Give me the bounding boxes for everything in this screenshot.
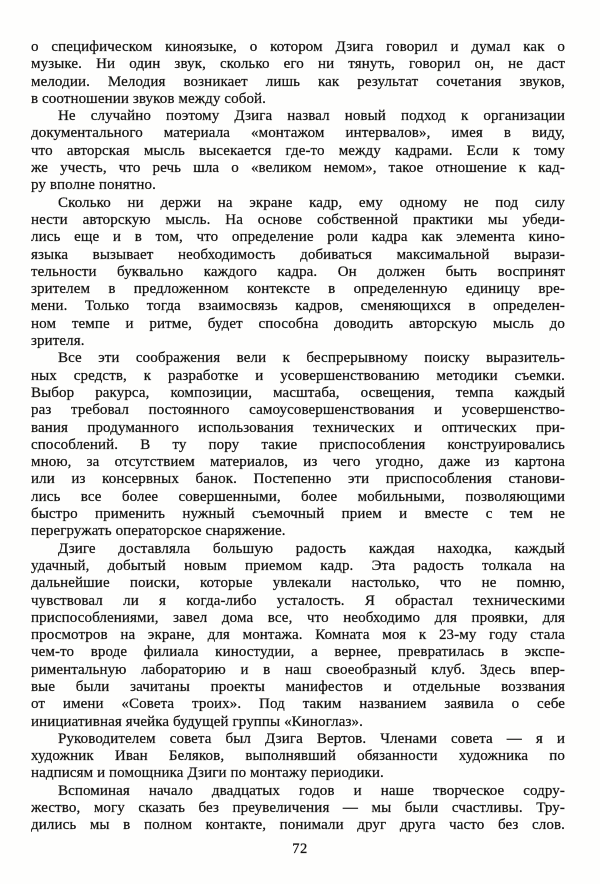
text-line: или из консервных банок. Постепенно эти приспособления станови- bbox=[31, 471, 565, 488]
text-line: Дзиге доставляла большую радость каждая находка, каждый bbox=[58, 540, 565, 557]
text-line: в соотношении звуков между собой. bbox=[31, 90, 267, 107]
text-line: Не случайно поэтому Дзига назвал новый подход к организации bbox=[58, 108, 565, 125]
text-line: раз требовал постоянного самоусовершенствования и усовершенство- bbox=[31, 402, 565, 419]
text-line: языка вызывает необходимость добиваться максимальной вырази- bbox=[31, 246, 565, 263]
text-line: чем-то вроде филиала киностудии, а вернее, превратилась в экспе- bbox=[31, 644, 565, 661]
text-line: чувствовал ли я когда-либо усталость. Я обрастал техническими bbox=[31, 592, 565, 609]
text-line: просмотров на экране, для монтажа. Комната моя к 23-му году стала bbox=[31, 627, 565, 644]
text-line: зрителя. bbox=[31, 333, 85, 350]
text-line: ном темпе и ритме, будет способна доводить авторскую мысль до bbox=[31, 315, 565, 332]
text-line: Вспоминая начало двадцатых годов и наше творческое содру- bbox=[58, 782, 565, 799]
text-line: надписям и помощника Дзиги по монтажу периодики. bbox=[31, 765, 384, 782]
text-line: Выбор ракурса, композиции, масштаба, освещения, темпа каждый bbox=[31, 384, 565, 401]
text-line: ру вполне понятно. bbox=[31, 177, 156, 194]
text-line: вые были зачитаны проекты манифестов и отдельные воззвания bbox=[31, 678, 565, 695]
text-line: риментальную лабораторию и в наш своеобразный клуб. Здесь впер- bbox=[31, 661, 565, 678]
text-line: способлений. В ту пору такие приспособления конструировались bbox=[31, 436, 565, 453]
text-line: Сколько ни держи на экране кадр, ему одному не под силу bbox=[58, 194, 565, 211]
text-line: лись еще и в том, что определение роли кадра как элемента кино- bbox=[31, 229, 565, 246]
text-line: быстро применить нужный съемочный прием и вместе с тем не bbox=[31, 506, 565, 523]
text-line: дились мы в полном контакте, понимали друг друга часто без слов. bbox=[31, 817, 565, 834]
text-line: мени. Только тогда взаимосвязь кадров, сменяющихся в определен- bbox=[31, 298, 565, 315]
text-line: перегружать операторское снаряжение. bbox=[31, 523, 286, 540]
text-line: приспособлениями, завел дома все, что необходимо для проявки, для bbox=[31, 609, 565, 626]
text-line: же учесть, что речь шла о «великом немом», такое отношение к кад- bbox=[31, 160, 565, 177]
page-number: 72 bbox=[292, 841, 308, 857]
text-line: художник Иван Беляков, выполнявший обязанности художника по bbox=[31, 748, 565, 765]
text-line: вания продуманного использования технических и оптических при- bbox=[31, 419, 565, 436]
text-line: документального материала «монтажом интервалов», имея в виду, bbox=[31, 125, 565, 142]
text-line: мелодии. Мелодия возникает лишь как результат сочетания звуков, bbox=[31, 73, 565, 90]
text-line: ных средств, к разработке и усовершенствованию методики съемки. bbox=[31, 367, 565, 384]
text-line: Все эти соображения вели к беспрерывному поиску выразитель- bbox=[58, 350, 565, 367]
text-line: мною, за отсутствием материалов, из чего угодно, даже из картона bbox=[31, 454, 565, 471]
page-text bbox=[31, 39, 565, 835]
text-line: нести авторскую мысль. На основе собственной практики мы убеди- bbox=[31, 211, 565, 228]
text-line: инициативная ячейка будущей группы «Киноглаз». bbox=[31, 713, 363, 730]
text-line: о специфическом киноязыке, о котором Дзига говорил и думал как о bbox=[31, 39, 565, 55]
text-line: дальнейшие поиски, которые увлекали настолько, что не помню, bbox=[31, 575, 565, 592]
text-line: Руководителем совета был Дзига Вертов. Членами совета — я и bbox=[58, 730, 565, 747]
text-line: зрителем в предложенном контексте в определенную единицу вре- bbox=[31, 281, 565, 298]
text-line: тельности буквально каждого кадра. Он должен быть воспринят bbox=[31, 263, 565, 280]
text-line: жество, могу сказать без преувеличения — мы были счастливы. Тру- bbox=[31, 800, 565, 817]
text-line: удачный, добытый новым приемом кадр. Эта радость толкала на bbox=[31, 557, 565, 574]
text-line: что авторская мысль высекается где-то между кадрами. Если к тому bbox=[31, 142, 565, 159]
text-line: от имени «Совета троих». Под таким названием заявила о себе bbox=[31, 696, 565, 713]
text-line: музыке. Ни один звук, сколько его ни тянуть, говорил он, не даст bbox=[31, 56, 565, 73]
text-line: лись все более совершенными, более мобильными, позволяющими bbox=[31, 488, 565, 505]
